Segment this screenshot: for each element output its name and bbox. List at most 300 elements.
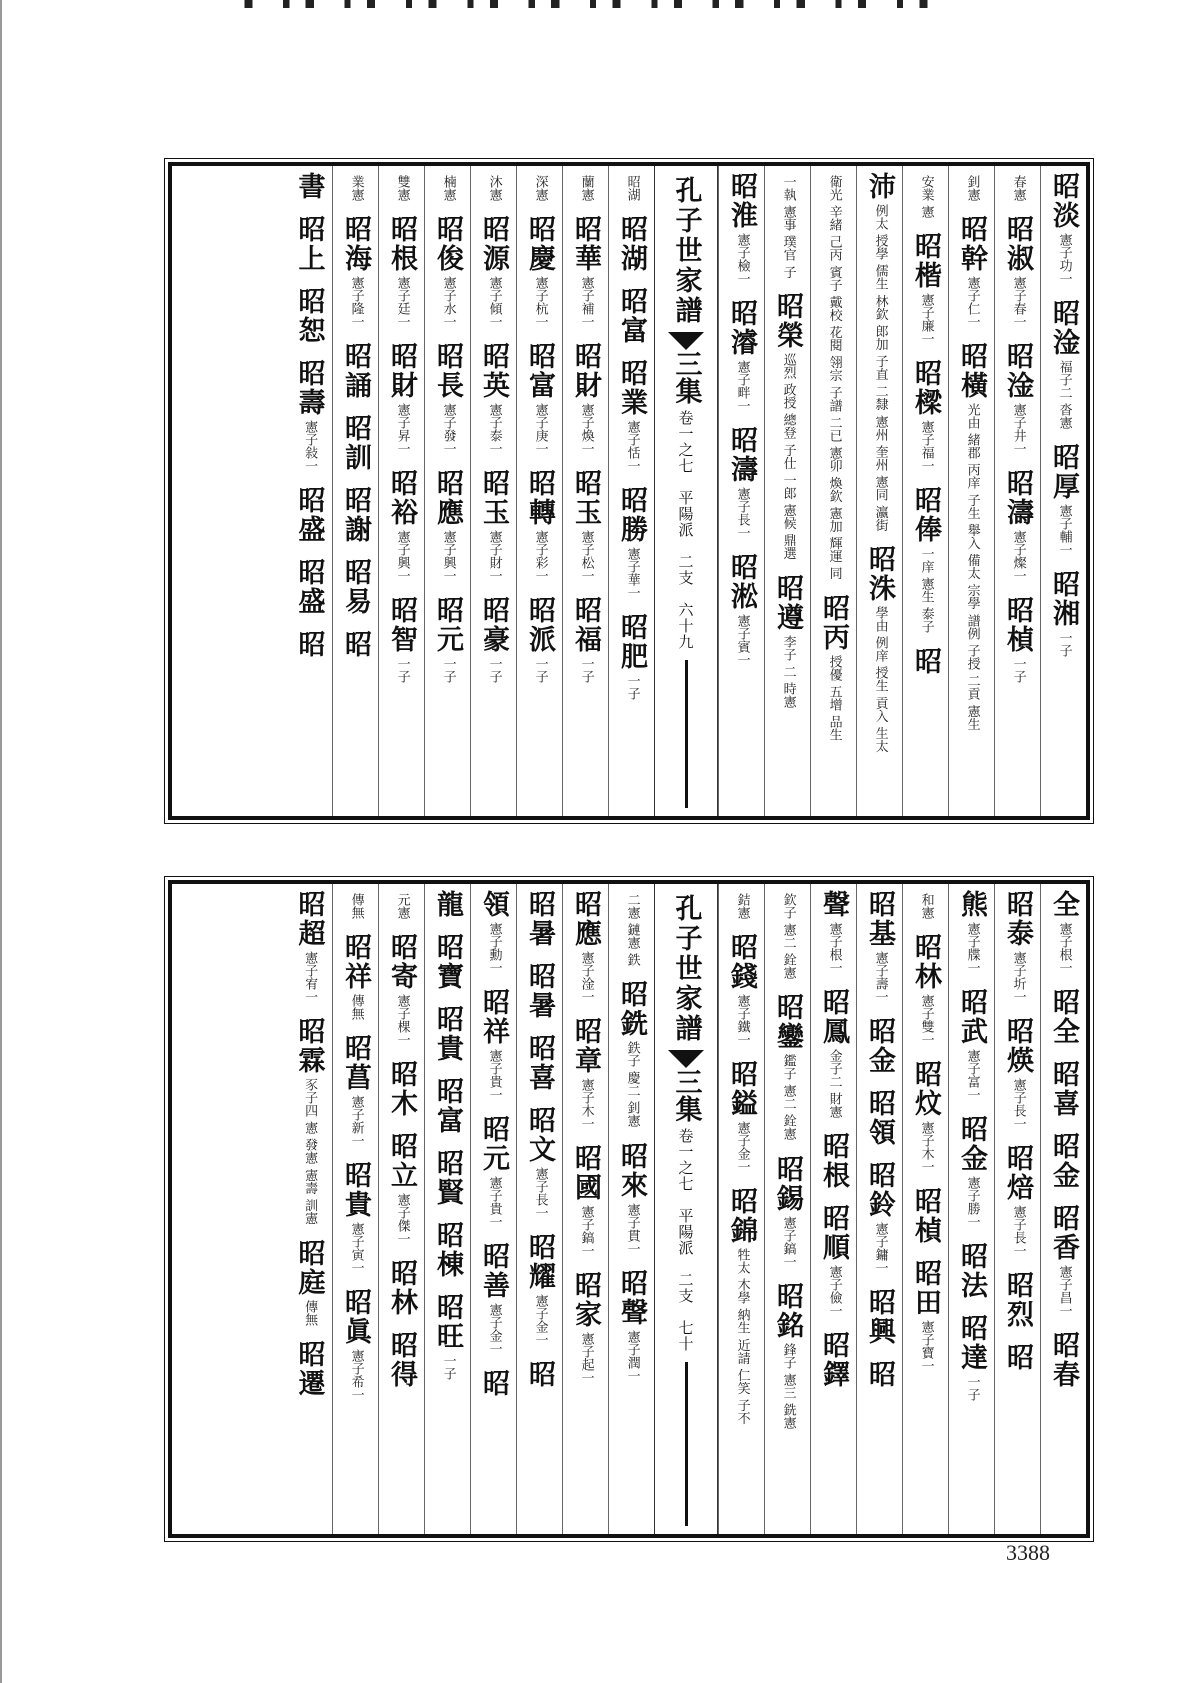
- person-name: 昭俊: [432, 215, 463, 273]
- person-name: 沛: [864, 172, 895, 201]
- genealogy-entry: [1004, 342, 1031, 455]
- genealogy-entry: [1004, 469, 1031, 582]
- person-name: 昭玉: [570, 469, 601, 527]
- lineage-note: 憲子寶一: [918, 1320, 934, 1372]
- genealogy-entry: [1004, 1144, 1031, 1257]
- lineage-note: 憲子金一: [486, 1303, 502, 1355]
- lineage-note: 憲子壽一: [872, 951, 888, 1003]
- genealogy-entry: [866, 1161, 893, 1274]
- genealogy-entry: [434, 1149, 461, 1207]
- lineage-note: 憲子鎬一: [578, 1205, 594, 1257]
- lineage-note: 憲子檢一: [734, 233, 750, 285]
- lineage-note: 沐憲: [486, 175, 502, 201]
- genealogy-column: [332, 884, 378, 1534]
- genealogy-entry: [1050, 1204, 1077, 1317]
- person-name: 昭鐸: [818, 1331, 849, 1390]
- genealogy-column: [516, 166, 562, 816]
- person-name: 昭達: [956, 1314, 987, 1372]
- genealogy-column: [902, 884, 948, 1534]
- person-name: 昭英: [478, 342, 509, 400]
- volume-label: 三集: [670, 350, 702, 404]
- lineage-note: 憲子木一: [918, 1121, 934, 1173]
- person-name: 昭: [864, 1360, 895, 1389]
- person-name: 昭鎰: [726, 1060, 757, 1118]
- lineage-note: 衛光 辛緒 己丙 賓子 戴校 花閱 翎宗 子譜 二已 憲卯 煥欽 憲加 輝運 同: [826, 175, 842, 580]
- lineage-note: 蘭憲: [578, 175, 594, 201]
- person-name: 昭錫: [772, 1154, 803, 1213]
- genealogy-entry: [912, 1259, 939, 1372]
- genealogy-column: [424, 166, 470, 816]
- genealogy-entry: [572, 596, 599, 683]
- person-name: 昭業: [616, 359, 647, 417]
- genealogy-entry: [388, 469, 415, 582]
- genealogy-entry: [774, 292, 801, 560]
- person-name: 昭厚: [1048, 443, 1079, 502]
- person-name: 昭文: [524, 1106, 555, 1164]
- genealogy-entry: [572, 1017, 599, 1130]
- genealogy-entry: [912, 933, 939, 1046]
- genealogy-entry: [918, 172, 932, 218]
- lineage-note: 憲子金一: [734, 1121, 750, 1173]
- genealogy-entry: [728, 426, 755, 539]
- person-name: 昭焙: [1002, 1144, 1033, 1202]
- lineage-note: 憲子發一: [440, 403, 456, 455]
- genealogy-column: [378, 166, 424, 816]
- genealogy-entry: [866, 1288, 893, 1346]
- person-name: 昭武: [956, 988, 987, 1046]
- center-margin-title: [654, 884, 718, 1534]
- genealogy-page-69: [168, 162, 1090, 820]
- lineage-note: 憲子興一: [440, 530, 456, 582]
- genealogy-entry: [1050, 1132, 1077, 1190]
- lineage-note: 憲子煥一: [578, 403, 594, 455]
- genealogy-column: [562, 166, 608, 816]
- genealogy-entry: [958, 342, 985, 730]
- lineage-note: 昭湖: [624, 175, 640, 201]
- genealogy-entry: [342, 630, 369, 659]
- genealogy-entry: [388, 1060, 415, 1118]
- person-name: 昭榮: [772, 292, 803, 351]
- lineage-note: 憲子庚一: [532, 403, 548, 455]
- person-name: 昭遵: [772, 574, 803, 633]
- person-name: 昭立: [386, 1132, 417, 1190]
- lineage-note: 欽子 憲二 銓憲: [780, 893, 796, 980]
- genealogy-entry: [293, 890, 325, 1003]
- person-name: 昭楨: [910, 1187, 941, 1245]
- person-name: 昭庭: [293, 1238, 325, 1297]
- person-name: 昭菖: [340, 1034, 371, 1092]
- genealogy-entry: [434, 469, 461, 582]
- genealogy-entry: [820, 594, 847, 741]
- genealogy-entry: [964, 172, 978, 201]
- person-name: 昭根: [818, 1132, 849, 1191]
- genealogy-entry: [526, 962, 553, 1020]
- person-name: 昭霖: [293, 1017, 325, 1075]
- person-name: 昭眞: [340, 1288, 371, 1346]
- person-name: 昭盛: [293, 558, 325, 616]
- person-name: 昭玉: [478, 469, 509, 527]
- person-name: 昭春: [1048, 1331, 1079, 1389]
- lineage-note: 憲子昌一: [1056, 1265, 1072, 1317]
- lineage-note: 憲子隆一: [348, 276, 364, 328]
- genealogy-entry: [618, 613, 645, 700]
- genealogy-entry: [958, 890, 985, 974]
- genealogy-entry: [1004, 596, 1031, 683]
- person-name: 昭全: [1048, 988, 1079, 1046]
- person-name: 昭耀: [524, 1233, 555, 1291]
- lineage-note: 憲子長一: [734, 487, 750, 539]
- person-name: 昭智: [386, 596, 417, 654]
- person-name: 昭烈: [1002, 1271, 1033, 1329]
- person-name: 昭訓: [340, 414, 371, 472]
- genealogy-entry: [912, 1187, 939, 1245]
- genealogy-entry: [486, 172, 500, 201]
- genealogy-entry: [774, 1155, 801, 1268]
- genealogy-entry: [774, 574, 801, 708]
- person-name: 昭濤: [1002, 469, 1033, 527]
- lineage-note: 一庠 憲生 泰子: [918, 547, 934, 634]
- person-name: 昭香: [1048, 1204, 1079, 1262]
- person-name: 昭領: [864, 1089, 895, 1147]
- person-name: 昭賢: [432, 1149, 463, 1207]
- lineage-note: 憲子廷一: [394, 276, 410, 328]
- lineage-note: 憲子恬一: [624, 420, 640, 472]
- genealogy-entry: [526, 342, 553, 455]
- genealogy-column: [994, 884, 1040, 1534]
- person-name: 昭裕: [386, 469, 417, 527]
- genealogy-entry: [388, 1331, 415, 1389]
- person-name: 昭根: [386, 215, 417, 273]
- lineage-note: 傳無: [348, 994, 364, 1020]
- genealogy-entry: [728, 1187, 755, 1425]
- lineage-note: 李子 二 時憲: [780, 635, 796, 709]
- genealogy-entry: [618, 1269, 645, 1382]
- person-name: 龍: [432, 890, 463, 919]
- lineage-note: 憲子敍一: [302, 420, 318, 472]
- genealogy-entry: [780, 172, 794, 278]
- person-name: 昭豪: [478, 596, 509, 654]
- genealogy-entry: [526, 596, 553, 683]
- lineage-note: 深憲: [532, 175, 548, 201]
- genealogy-entry: [958, 1242, 985, 1300]
- genealogy-column: [810, 166, 856, 816]
- genealogy-column: [470, 884, 516, 1534]
- person-name: 昭寄: [386, 933, 417, 991]
- genealogy-entry: [1050, 1060, 1077, 1118]
- genealogy-entry: [526, 1034, 553, 1092]
- lineage-note: 憲子水一: [440, 276, 456, 328]
- person-name: 昭: [524, 1360, 555, 1389]
- genealogy-column: [608, 166, 654, 816]
- genealogy-entry: [1050, 570, 1077, 657]
- lineage-note: 一子: [624, 674, 640, 700]
- person-name: 昭炆: [910, 1060, 941, 1118]
- chapter-label: 卷一之七 平陽派 二支 七十: [676, 1128, 695, 1352]
- lineage-note: 憲子昇一: [394, 403, 410, 455]
- scan-edge-line: [0, 0, 2, 1683]
- book-title: 孔子世家譜: [670, 176, 702, 326]
- genealogy-entry: [388, 933, 415, 1046]
- lineage-note: 憲子畔一: [734, 360, 750, 412]
- lineage-note: 憲子富一: [964, 1049, 980, 1101]
- lineage-note: 憲子根一: [1056, 922, 1072, 974]
- person-name: 昭湖: [616, 215, 647, 273]
- genealogy-column: [424, 884, 470, 1534]
- genealogy-entry: [820, 988, 847, 1118]
- lineage-note: 憲子廉一: [918, 293, 934, 346]
- genealogy-column: [810, 884, 856, 1534]
- genealogy-column: [378, 884, 424, 1534]
- genealogy-entry: [480, 1115, 507, 1228]
- genealogy-entry: [572, 1144, 599, 1257]
- person-name: 昭源: [478, 215, 509, 273]
- genealogy-entry: [912, 359, 939, 472]
- book-title: 孔子世家譜: [670, 894, 702, 1044]
- person-name: 昭富: [432, 1077, 463, 1135]
- genealogy-entry: [1004, 1017, 1031, 1130]
- person-name: 昭濬: [726, 299, 757, 357]
- genealogy-entry: [526, 890, 553, 948]
- genealogy-entry: [1004, 215, 1031, 328]
- genealogy-entry: [1050, 443, 1077, 556]
- person-name: 昭善: [478, 1242, 509, 1300]
- genealogy-entry: [774, 1282, 801, 1429]
- person-name: 昭國: [570, 1144, 601, 1202]
- person-name: 昭淮: [726, 172, 757, 230]
- lineage-note: 憲子雙一: [918, 994, 934, 1046]
- genealogy-entry: [293, 215, 325, 273]
- genealogy-entry: [1050, 299, 1077, 429]
- person-name: 昭煐: [1002, 1017, 1033, 1075]
- person-name: 昭: [340, 630, 371, 659]
- genealogy-entry: [1050, 1331, 1077, 1389]
- lineage-note: 憲子木一: [578, 1078, 594, 1130]
- genealogy-entry: [526, 1233, 553, 1346]
- genealogy-entry: [388, 1132, 415, 1245]
- genealogy-entry: [618, 1142, 645, 1255]
- genealogy-entry: [1004, 1343, 1031, 1372]
- lineage-note: 憲子長一: [1010, 1205, 1026, 1257]
- lineage-note: 金子二 財憲: [826, 1049, 842, 1119]
- person-name: 聲: [818, 890, 849, 919]
- genealogy-entry: [388, 1259, 415, 1317]
- lineage-note: 憲子補一: [578, 276, 594, 328]
- genealogy-column: [470, 166, 516, 816]
- lineage-note: 學由 例庠 授生 貢入 生太: [872, 606, 888, 753]
- genealogy-entry: [342, 414, 369, 472]
- genealogy-entry: [578, 172, 592, 201]
- lineage-note: 憲子貫一: [624, 1202, 640, 1255]
- genealogy-entry: [918, 890, 932, 919]
- genealogy-column: [718, 166, 764, 816]
- lineage-note: 憲子宥一: [302, 951, 318, 1003]
- lineage-note: 授優 五增 品生: [826, 654, 842, 741]
- lineage-note: 一子: [440, 657, 456, 683]
- genealogy-entry: [526, 1360, 553, 1389]
- lineage-note: 憲子潤一: [624, 1329, 640, 1382]
- genealogy-entry: [866, 172, 893, 531]
- person-name: 昭聲: [616, 1268, 647, 1327]
- center-rule: [685, 660, 688, 808]
- lineage-note: 鉄子 慶二 釗憲: [624, 1041, 640, 1128]
- genealogy-entry: [912, 486, 939, 633]
- genealogy-entry: [618, 359, 645, 472]
- person-name: 昭鈴: [864, 1161, 895, 1219]
- genealogy-entry: [572, 1271, 599, 1384]
- lineage-note: 憲子燦一: [1010, 530, 1026, 582]
- genealogy-column: [1040, 166, 1086, 816]
- center-margin-title: [654, 166, 718, 816]
- person-name: 昭銘: [772, 1281, 803, 1340]
- genealogy-entry: [820, 1331, 847, 1389]
- lineage-note: 例太 授學 儒生 林欽 郎加 子直 二隸 憲州 奎州 憲同 瀛街: [872, 204, 888, 532]
- lineage-note: 憲子鐵一: [734, 994, 750, 1046]
- genealogy-entry: [434, 890, 461, 919]
- person-name: 昭暑: [524, 962, 555, 1020]
- person-name: 昭長: [432, 342, 463, 400]
- genealogy-entry: [572, 890, 599, 1003]
- person-name: 昭富: [616, 287, 647, 345]
- lineage-note: 憲子牒一: [964, 922, 980, 974]
- person-name: 昭丙: [818, 593, 849, 652]
- genealogy-entry: [1004, 890, 1031, 1003]
- genealogy-entry: [480, 1369, 507, 1398]
- genealogy-entry: [348, 890, 362, 919]
- person-name: 昭金: [956, 1115, 987, 1173]
- genealogy-column: [562, 884, 608, 1534]
- volume-label: 三集: [670, 1068, 702, 1122]
- lineage-note: 憲子輔一: [1056, 504, 1072, 557]
- genealogy-column: [764, 884, 810, 1534]
- genealogy-entry: [526, 215, 553, 328]
- genealogy-entry: [1004, 1271, 1031, 1329]
- lineage-note: 憲子井一: [1010, 403, 1026, 455]
- genealogy-entry: [342, 215, 369, 328]
- genealogy-entry: [342, 933, 369, 1020]
- genealogy-column: [516, 884, 562, 1534]
- genealogy-entry: [388, 596, 415, 683]
- genealogy-column: [764, 166, 810, 816]
- genealogy-entry: [958, 1314, 985, 1401]
- lineage-note: 憲子功一: [1056, 233, 1072, 285]
- lineage-note: 憲子仁一: [964, 276, 980, 328]
- genealogy-entry: [1050, 890, 1077, 974]
- genealogy-entry: [526, 469, 553, 582]
- genealogy-entry: [342, 558, 369, 616]
- person-name: 昭應: [432, 469, 463, 527]
- lineage-note: 憲子長一: [1010, 1078, 1026, 1130]
- person-name: 昭淦: [1048, 299, 1079, 357]
- lineage-note: 憲子彩一: [532, 530, 548, 582]
- genealogy-entry: [293, 558, 325, 616]
- genealogy-entry: [618, 980, 645, 1127]
- lineage-note: 牲太 木學 納生 近請 仁笑 子不: [734, 1248, 750, 1425]
- genealogy-column: [948, 166, 994, 816]
- lineage-note: 憲子華一: [624, 547, 640, 599]
- genealogy-entry: [293, 287, 325, 345]
- genealogy-entry: [728, 299, 755, 412]
- person-name: 昭貴: [432, 1005, 463, 1063]
- lineage-note: 楠憲: [440, 175, 456, 201]
- person-name: 昭洙: [864, 545, 895, 604]
- person-name: 昭轉: [524, 469, 555, 527]
- person-name: 昭橫: [956, 342, 987, 400]
- genealogy-entry: [1050, 988, 1077, 1046]
- person-name: 昭福: [570, 596, 601, 654]
- genealogy-entry: [480, 342, 507, 455]
- genealogy-entry: [958, 215, 985, 328]
- genealogy-entry: [342, 486, 369, 544]
- genealogy-entry: [618, 486, 645, 599]
- lineage-note: 雙憲: [394, 175, 410, 201]
- person-name: 昭旺: [432, 1293, 463, 1351]
- genealogy-entry: [434, 1221, 461, 1279]
- genealogy-entry: [728, 933, 755, 1046]
- person-name: 昭得: [386, 1331, 417, 1389]
- lineage-note: 和憲: [918, 893, 934, 919]
- genealogy-entry: [624, 172, 638, 201]
- person-name: 昭湘: [1048, 570, 1079, 629]
- genealogy-column: [856, 884, 902, 1534]
- genealogy-entry: [394, 890, 408, 919]
- genealogy-entry: [728, 553, 755, 666]
- lineage-note: 一子: [1056, 631, 1072, 658]
- person-name: 昭富: [524, 342, 555, 400]
- lineage-note: 一子: [486, 657, 502, 683]
- lineage-note: 釗憲: [964, 175, 980, 201]
- genealogy-entry: [480, 469, 507, 582]
- genealogy-entry: [342, 1161, 369, 1274]
- lineage-note: 憲子貴一: [486, 1049, 502, 1101]
- genealogy-entry: [774, 993, 801, 1140]
- lineage-note: 安業 憲: [918, 175, 934, 219]
- lineage-note: 福子二 沓憲: [1056, 360, 1072, 430]
- lineage-note: 憲子勳一: [486, 922, 502, 974]
- genealogy-entry: [780, 890, 794, 979]
- lineage-note: 二憲 鏈憲 鉄: [624, 893, 640, 967]
- lineage-note: 憲子寅一: [348, 1222, 364, 1274]
- person-name: 書: [293, 172, 325, 201]
- genealogy-entry: [912, 1060, 939, 1173]
- person-name: 昭祥: [478, 988, 509, 1046]
- lineage-note: 憲子圻一: [1010, 951, 1026, 1003]
- genealogy-entry: [434, 933, 461, 991]
- person-name: 昭興: [864, 1288, 895, 1346]
- genealogy-entry: [866, 1360, 893, 1389]
- person-name: 昭金: [1048, 1132, 1079, 1190]
- person-name: 昭棟: [432, 1221, 463, 1279]
- person-name: 全: [1048, 890, 1079, 919]
- center-rule: [685, 1362, 688, 1526]
- person-name: 昭超: [293, 890, 325, 948]
- person-name: 昭順: [818, 1204, 849, 1263]
- genealogy-column: [286, 166, 332, 816]
- genealogy-entry: [618, 215, 645, 273]
- lineage-note: 一子: [532, 657, 548, 683]
- fish-tail-mark: [668, 1050, 704, 1068]
- genealogy-entry: [434, 1293, 461, 1380]
- person-name: 昭謝: [340, 486, 371, 544]
- person-name: 昭濤: [726, 426, 757, 484]
- lineage-note: 光由 緒郡 丙庠 子生 舉入 備太 宗學 譜例 子授 二貢 憲生: [964, 403, 980, 731]
- genealogy-entry: [434, 596, 461, 683]
- person-name: 昭楨: [1002, 596, 1033, 654]
- genealogy-entry: [434, 342, 461, 455]
- person-name: 昭祥: [340, 933, 371, 991]
- genealogy-entry: [342, 1034, 369, 1147]
- genealogy-entry: [440, 172, 454, 201]
- person-name: 領: [478, 890, 509, 919]
